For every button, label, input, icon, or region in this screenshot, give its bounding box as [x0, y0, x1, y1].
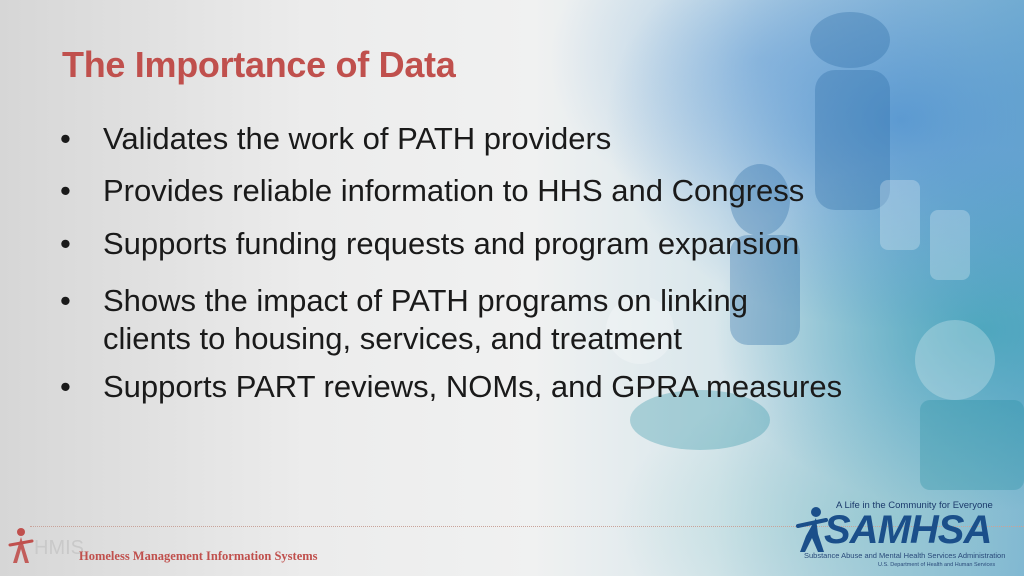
bullet-text: Supports PART reviews, NOMs, and GPRA measures [103, 369, 843, 404]
samhsa-tagline: A Life in the Community for Everyone [836, 500, 993, 511]
bullet-marker: • [60, 173, 71, 208]
bullet-marker: • [60, 226, 71, 261]
bullet-item [60, 282, 940, 358]
samhsa-logo [796, 500, 1016, 570]
hmis-figure-icon [8, 527, 34, 567]
bullet-text: Provides reliable information to HHS and Congress [103, 173, 805, 208]
bullet-marker: • [60, 121, 71, 156]
bullet-item [60, 225, 940, 263]
bullet-item [60, 368, 940, 406]
slide-title: The Importance of Data [62, 44, 456, 85]
samhsa-department: U.S. Department of Health and Human Services [878, 562, 996, 568]
bullet-text: Validates the work of PATH providers [103, 121, 612, 156]
bullet-marker: • [60, 283, 71, 318]
samhsa-subtitle: Substance Abuse and Mental Health Services Administration [804, 551, 1006, 560]
bullet-marker: • [60, 369, 71, 404]
footer-text: Homeless Management Information Systems [79, 549, 318, 563]
samhsa-wordmark: SAMHSA [824, 508, 992, 552]
bullet-item [60, 120, 940, 158]
bullet-item [60, 172, 940, 210]
hmis-logo: HMIS [34, 537, 84, 559]
bullet-text-line-1: Shows the impact of PATH programs on linking [103, 283, 748, 318]
bullet-text: Supports funding requests and program expansion [103, 226, 800, 261]
bullet-text-line-2: clients to housing, services, and treatment [103, 321, 682, 356]
